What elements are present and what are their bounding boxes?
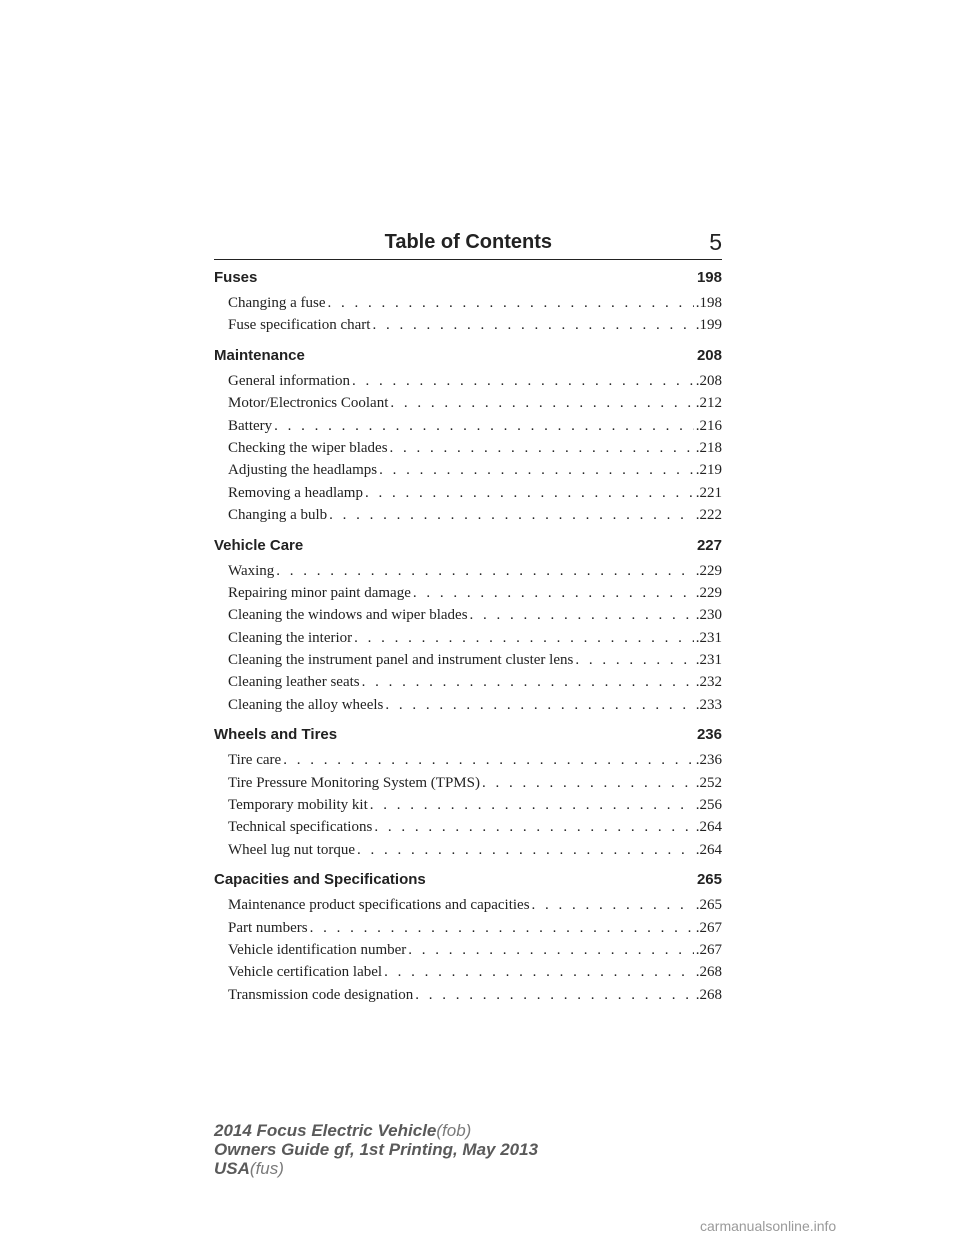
- dot-leader: [310, 917, 694, 939]
- entry-title: Cleaning the instrument panel and instrument cluster lens: [228, 652, 574, 669]
- footer: [214, 1121, 538, 1178]
- entry-page: .212: [695, 395, 722, 412]
- entry-page: .208: [695, 372, 722, 389]
- footer-line-2: [214, 1140, 538, 1159]
- entry-page: .252: [695, 774, 722, 791]
- entry-title: Tire care: [228, 752, 282, 769]
- dot-leader: [327, 292, 693, 314]
- entry-page: .218: [695, 439, 722, 456]
- entry-title: General information: [228, 372, 351, 389]
- section-title: Capacities and Specifications: [214, 871, 426, 889]
- footer-line-1: [214, 1121, 538, 1140]
- dot-leader: [482, 772, 694, 794]
- dot-leader: [365, 482, 694, 504]
- entry-page: .198: [695, 295, 722, 311]
- toc-entry[interactable]: [214, 917, 722, 939]
- dot-leader: [374, 816, 693, 838]
- toc-entry[interactable]: [214, 984, 722, 1006]
- section-title: Wheels and Tires: [214, 726, 338, 744]
- toc-section: [214, 536, 722, 717]
- entry-page: .219: [695, 462, 722, 479]
- toc-entry[interactable]: [214, 794, 722, 816]
- toc-entry[interactable]: [214, 560, 722, 582]
- dot-leader: [532, 894, 694, 916]
- dot-leader: [390, 392, 693, 414]
- entry-page: .216: [695, 417, 722, 434]
- toc-entry[interactable]: [214, 894, 722, 916]
- entry-page: .232: [695, 674, 722, 691]
- toc-entry[interactable]: [214, 749, 722, 771]
- section-page: 227: [696, 536, 722, 554]
- dot-leader: [470, 604, 694, 626]
- dot-leader: [354, 627, 694, 649]
- entry-page: .264: [695, 819, 722, 836]
- section-heading[interactable]: [214, 536, 722, 556]
- entry-title: Tire Pressure Monitoring System (TPMS): [228, 774, 480, 791]
- entry-title: Technical specifications: [228, 819, 373, 836]
- entry-page: .199: [695, 317, 722, 334]
- page-header: [214, 229, 722, 260]
- entry-page: .268: [695, 964, 722, 981]
- entry-title: Cleaning the alloy wheels: [228, 696, 384, 713]
- toc-entry[interactable]: [214, 437, 722, 459]
- entry-title: Cleaning the interior: [228, 629, 353, 646]
- dot-leader: [408, 939, 693, 961]
- toc-entry[interactable]: [214, 772, 722, 794]
- footer-vehicle: 2014 Focus Electric Vehicle: [214, 1121, 437, 1140]
- entry-page: .233: [695, 696, 722, 713]
- section-heading[interactable]: [214, 870, 722, 890]
- dot-leader: [329, 504, 694, 526]
- entry-title: Changing a fuse: [228, 295, 326, 311]
- toc-entry[interactable]: [214, 816, 722, 838]
- entry-title: Part numbers: [228, 919, 308, 936]
- footer-vehicle-code: (fob): [436, 1121, 472, 1140]
- entry-page: .268: [695, 986, 722, 1003]
- toc-section: [214, 268, 722, 337]
- entry-page: .267: [695, 919, 722, 936]
- footer-market-code: (fus): [249, 1159, 284, 1178]
- toc-entry[interactable]: [214, 459, 722, 481]
- section-heading[interactable]: [214, 268, 722, 288]
- toc-entry[interactable]: [214, 292, 722, 314]
- entry-title: Wheel lug nut torque: [228, 841, 356, 858]
- entry-title: Checking the wiper blades: [228, 439, 388, 456]
- dot-leader: [575, 649, 693, 671]
- footer-line-3: [214, 1159, 538, 1178]
- entry-title: Repairing minor paint damage: [228, 584, 411, 601]
- entry-title: Removing a headlamp: [228, 484, 363, 501]
- entry-page: .256: [695, 797, 722, 814]
- dot-leader: [276, 560, 693, 582]
- toc-entry[interactable]: [214, 839, 722, 861]
- watermark: carmanualsonline.info: [700, 1218, 837, 1234]
- section-title: Vehicle Care: [214, 536, 304, 554]
- dot-leader: [384, 961, 694, 983]
- entry-page: .230: [695, 607, 722, 624]
- dot-leader: [357, 839, 694, 861]
- footer-printing: Owners Guide gf, 1st Printing, May 2013: [214, 1140, 539, 1159]
- entry-title: Battery: [228, 417, 273, 434]
- entry-title: Cleaning leather seats: [228, 674, 360, 691]
- dot-leader: [390, 437, 694, 459]
- toc-entry[interactable]: [214, 482, 722, 504]
- toc-section: [214, 870, 722, 1006]
- entry-title: Cleaning the windows and wiper blades: [228, 607, 468, 624]
- section-title: Maintenance: [214, 346, 305, 364]
- entry-page: .264: [695, 841, 722, 858]
- toc-entry[interactable]: [214, 627, 722, 649]
- entry-page: .236: [695, 752, 722, 769]
- entry-title: Vehicle identification number: [228, 941, 407, 958]
- page-title: Table of Contents: [384, 231, 552, 253]
- toc-section: [214, 725, 722, 861]
- section-title: Fuses: [214, 269, 258, 286]
- entry-title: Motor/Electronics Coolant: [228, 395, 389, 412]
- toc-entry[interactable]: [214, 961, 722, 983]
- entry-title: Waxing: [228, 562, 275, 579]
- page-number: 5: [709, 229, 722, 255]
- dot-leader: [352, 370, 694, 392]
- entry-page: .231: [695, 652, 722, 669]
- toc-entry[interactable]: [214, 694, 722, 716]
- entry-title: Transmission code designation: [228, 986, 414, 1003]
- entry-page: .267: [695, 941, 722, 958]
- section-page: 208: [696, 346, 722, 364]
- toc-entry[interactable]: [214, 671, 722, 693]
- toc-entry[interactable]: [214, 392, 722, 414]
- dot-leader: [362, 671, 694, 693]
- toc-entry[interactable]: [214, 370, 722, 392]
- section-heading[interactable]: [214, 346, 722, 366]
- entry-title: Maintenance product specifications and capacities: [228, 897, 530, 914]
- toc-entry[interactable]: [214, 415, 722, 437]
- entry-title: Fuse specification chart: [228, 317, 371, 334]
- entry-page: .231: [695, 629, 722, 646]
- dot-leader: [372, 314, 693, 336]
- dot-leader: [274, 415, 694, 437]
- toc-entry[interactable]: [214, 582, 722, 604]
- toc-section: [214, 346, 722, 527]
- toc-entry[interactable]: [214, 604, 722, 626]
- section-heading[interactable]: [214, 725, 722, 745]
- dot-leader: [385, 694, 693, 716]
- toc-entry[interactable]: [214, 939, 722, 961]
- entry-title: Vehicle certification label: [228, 964, 383, 981]
- dot-leader: [370, 794, 694, 816]
- dot-leader: [283, 749, 694, 771]
- entry-page: .221: [695, 484, 722, 501]
- entry-page: .229: [695, 584, 722, 601]
- section-page: 198: [696, 269, 722, 286]
- entry-page: .222: [695, 507, 722, 524]
- dot-leader: [415, 984, 693, 1006]
- table-of-contents: [214, 268, 722, 1015]
- footer-market: USA: [214, 1159, 250, 1178]
- entry-title: Changing a bulb: [228, 507, 328, 524]
- section-page: 265: [696, 871, 722, 889]
- toc-entry[interactable]: [214, 504, 722, 526]
- entry-page: .229: [695, 562, 722, 579]
- toc-entry[interactable]: [214, 314, 722, 336]
- entry-title: Temporary mobility kit: [228, 797, 368, 814]
- section-page: 236: [696, 726, 722, 744]
- dot-leader: [413, 582, 694, 604]
- entry-page: .265: [695, 897, 722, 914]
- toc-entry[interactable]: [214, 649, 722, 671]
- dot-leader: [379, 459, 694, 481]
- entry-title: Adjusting the headlamps: [228, 462, 378, 479]
